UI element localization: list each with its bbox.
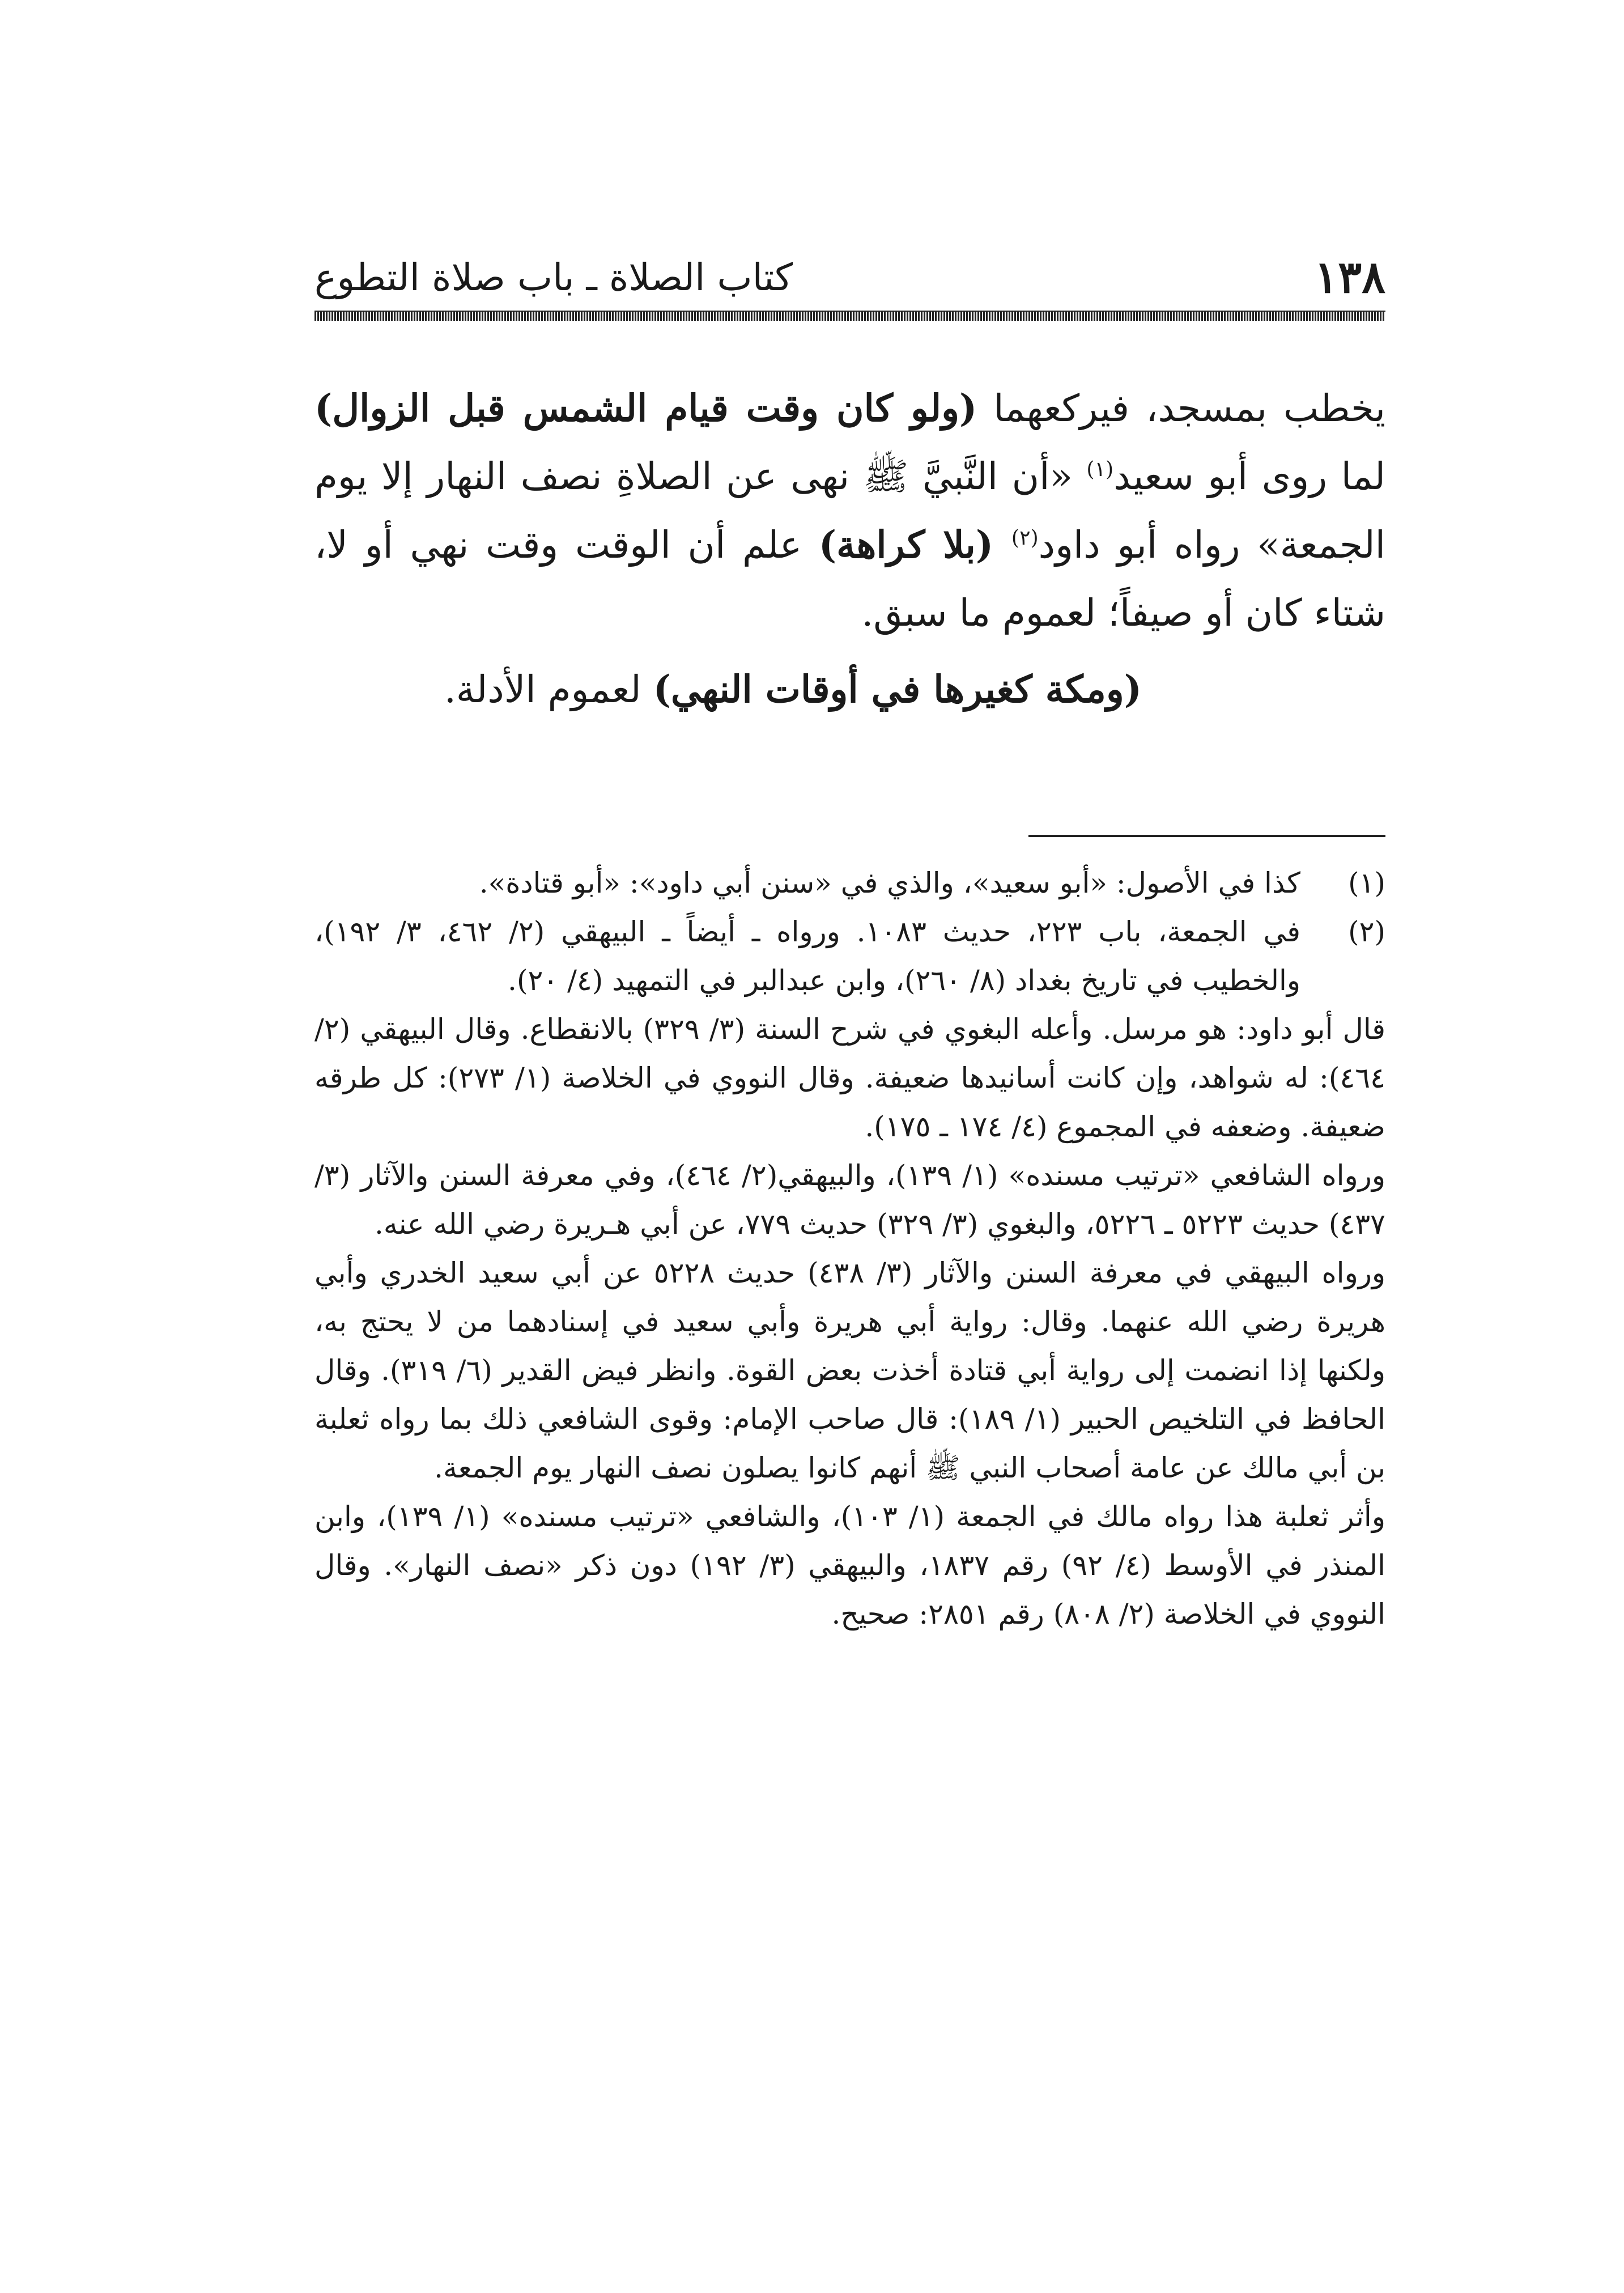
footnotes: [314, 859, 1385, 1638]
text-run: لما روى أبو سعيد: [1113, 455, 1386, 498]
matn-bold-2: (بلا كراهة): [818, 523, 1011, 567]
footnote-2: [314, 907, 1385, 1005]
main-text: [314, 374, 1385, 724]
matn-bold-3: (ومكة كغيرها في أوقات النهي): [653, 667, 1142, 711]
footnote-paragraph: ورواه الشافعي «ترتيب مسنده» (١/ ١٣٩)، والبيهقي(٢/ ٤٦٤)، وفي معرفة السنن والآثار (٣/ ٤٣٧) حديث ٥٢٢٣ ـ ٥٢٢٦، والبغوي (٣/ ٣٢٩) حديث ٧٧٩، عن أبي هـريرة رضي الله عنه.: [314, 1159, 1385, 1241]
text-run: «أن النَّبيَّ ﷺ نهى عن الصلاةِ نصف النهار إلا يوم الجمعة» رواه أبو داود: [314, 455, 1386, 567]
footnote-separator: [1028, 835, 1385, 837]
main-paragraph-2: [314, 655, 1385, 724]
footnote-paragraph: وأثر ثعلبة هذا رواه مالك في الجمعة (١/ ١٠٣)، والشافعي «ترتيب مسنده» (١/ ١٣٩)، وابن المنذر في الأوسط (٤/ ٩٢) رقم ١٨٣٧، والبيهقي (٣/ ١٩٢) دون ذكر «نصف النهار». وقال النووي في الخلاصة (٢/ ٨٠٨) رقم ٢٨٥١: صحيح.: [314, 1500, 1385, 1630]
footnote-ref-1[interactable]: (١): [1086, 457, 1114, 481]
text-run: يخطب بمسجد، فيركعهما: [977, 387, 1385, 430]
text-run: لعموم الأدلة.: [444, 668, 653, 711]
footnote-number: (١): [1348, 867, 1385, 899]
main-paragraph-1: [314, 374, 1385, 647]
page-number: ١٣٨: [1314, 252, 1385, 303]
footnote-1: [314, 859, 1385, 907]
footnote-ref-2[interactable]: (٢): [1011, 525, 1039, 550]
page-header: [314, 247, 1385, 309]
footnote-number: (٢): [1348, 915, 1385, 948]
footnote-paragraph: ورواه البيهقي في معرفة السنن والآثار (٣/ ٤٣٨) حديث ٥٢٢٨ عن أبي سعيد الخدري وأبي هريرة رضي الله عنهما. وقال: رواية أبي هريرة وأبي سعيد في إسنادهما من لا يحتج به، ولكنها إذا انضمت إلى رواية أبي قتادة أخذت بعض القوة. وانظر فيض القدير (٦/ ٣١٩). وقال الحافظ في التلخيص الحبير (١/ ١٨٩): قال صاحب الإمام: وقوى الشافعي ذلك بما رواه ثعلبة بن أبي مالك عن عامة أصحاب النبي ﷺ أنهم كانوا يصلون نصف النهار يوم الجمعة.: [314, 1256, 1386, 1484]
running-title: كتاب الصلاة ـ باب صلاة التطوع: [314, 256, 793, 299]
header-divider: [314, 311, 1385, 321]
footnote-text: كذا في الأصول: «أبو سعيد»، والذي في «سنن أبي داود»: «أبو قتادة».: [479, 867, 1300, 899]
text-run: علم أن الوقت وقت نهي أو لا، شتاء كان أو صيفاً؛ لعموم ما سبق.: [314, 523, 1385, 635]
footnote-paragraph: قال أبو داود: هو مرسل. وأعله البغوي في شرح السنة (٣/ ٣٢٩) بالانقطاع. وقال البيهقي (٢/ ٤٦٤): له شواهد، وإن كانت أسانيدها ضعيفة. وقال النووي في الخلاصة (١/ ٢٧٣): كل طرقه ضعيفة. وضعفه في المجموع (٤/ ١٧٤ ـ ١٧٥).: [314, 1013, 1385, 1143]
matn-bold-1: (ولو كان وقت قيام الشمس قبل الزوال): [314, 386, 977, 430]
footnote-text: في الجمعة، باب ٢٢٣، حديث ١٠٨٣. ورواه ـ أيضاً ـ البيهقي (٢/ ٤٦٢، ٣/ ١٩٢)، والخطيب في تاريخ بغداد (٨/ ٢٦٠)، وابن عبدالبر في التمهيد (٤/ ٢٠).: [314, 915, 1300, 997]
